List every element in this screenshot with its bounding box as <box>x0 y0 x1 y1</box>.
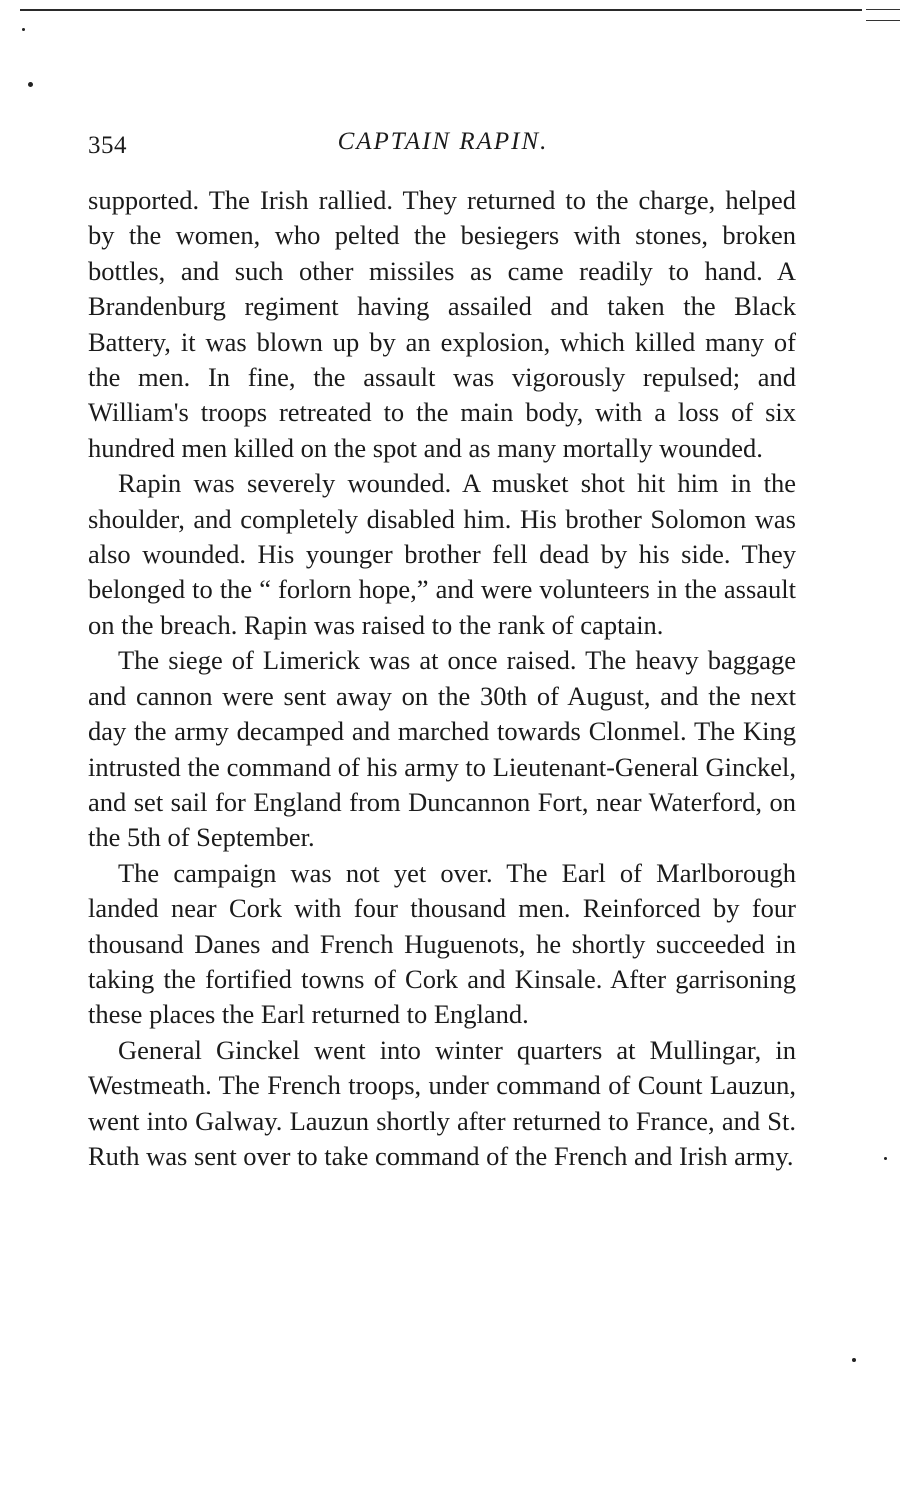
margin-speck <box>22 28 25 31</box>
page-header <box>88 128 798 168</box>
top-right-rule-lower <box>866 20 900 21</box>
margin-speck <box>28 82 33 87</box>
body-text <box>88 183 796 1174</box>
paragraph: The siege of Limerick was at once raised. The heavy baggage and cannon were sent away on the 30th of August, and the next day the army decamped and marched towards Clonmel. The King intrusted the command of his army to Lieutenant-General Ginckel, and set sail for England from Duncannon Fort, near Waterford, on the 5th of September. <box>88 645 796 853</box>
top-rule <box>20 9 862 11</box>
margin-speck <box>884 1157 887 1160</box>
running-head: CAPTAIN RAPIN. <box>337 128 549 155</box>
margin-speck <box>852 1358 856 1362</box>
paragraph: Rapin was severely wounded. A musket shot hit him in the shoulder, and completely disabled him. His brother Solomon was also wounded. His younger brother fell dead by his side. They belonged to the “ forlorn hope,” and were volunteers in the assault on the breach. Rapin was raised to the rank of captain. <box>88 468 796 640</box>
page-number: 354 <box>88 132 127 159</box>
paragraph: General Ginckel went into winter quarters at Mullingar, in Westmeath. The French troops, under command of Count Lauzun, went into Galway. Lauzun shortly after returned to France, and St. Ruth was sent over to take command of the French and Irish army. <box>88 1034 796 1171</box>
paragraph: supported. The Irish rallied. They returned to the charge, helped by the women, who pelted the besiegers with stones, broken bottles, and such other missiles as came readily to hand. A Brandenburg regiment having assailed and taken the Black Battery, it was blown up by an explosion, which killed many of the men. In fine, the assault was vigorously repulsed; and William's troops retreated to the main body, with a loss of six hundred men killed on the spot and as many mortally wounded. <box>88 185 796 463</box>
top-right-rule <box>866 9 900 10</box>
paragraph: The campaign was not yet over. The Earl of Marlborough landed near Cork with four thousand men. Reinforced by four thousand Danes and French Huguenots, he shortly succeeded in taking the fortified towns of Cork and Kinsale. After garrisoning these places the Earl returned to England. <box>88 857 796 1030</box>
